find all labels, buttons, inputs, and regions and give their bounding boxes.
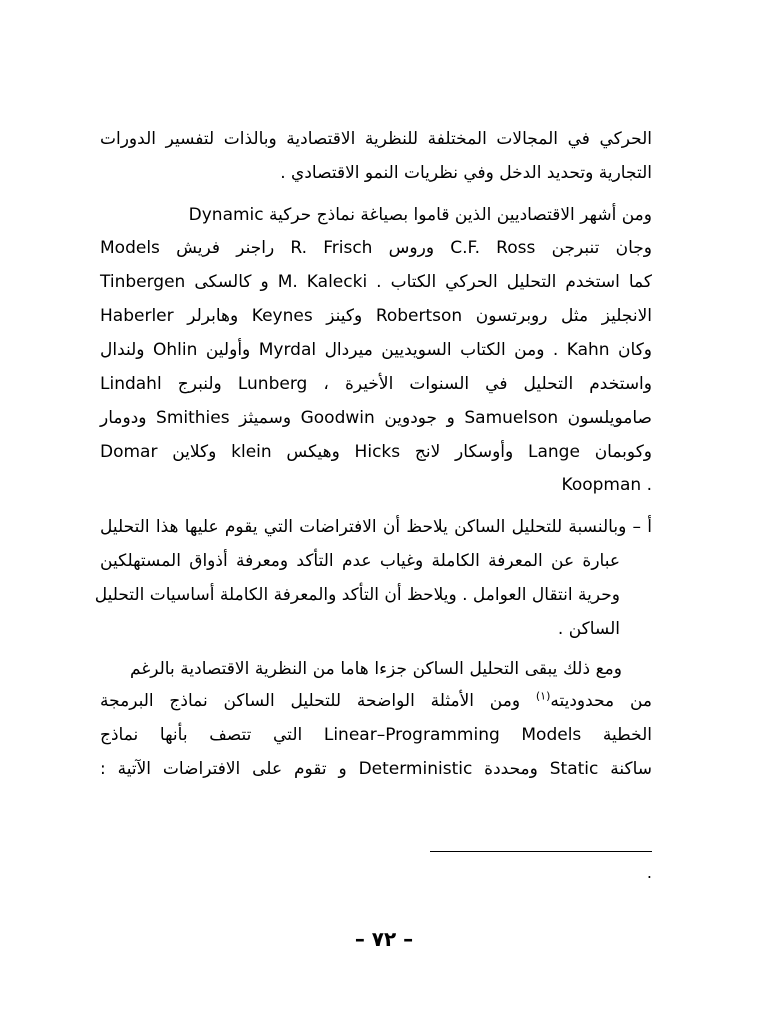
- paragraph-4-line-4: ساكنة Static ومحددة Deterministic و تقوم على الافتراضات الآتية :: [100, 759, 653, 779]
- paragraph-2-line-2: Models راجنر فريش R. Frisch وروس C.F. Ross وجان تنبرجن: [100, 238, 652, 258]
- paragraph-2-line-7: صامويلسون Samuelson و جودوين Goodwin وسميثز Smithies ودومار: [100, 408, 652, 428]
- paragraph-4-line-3: الخطية Linear–Programming Models التي تتصف بأنها نماذج: [100, 725, 652, 745]
- paragraph-2-line-8: Domar وكلاين klein وهيكس Hicks وأوسكار لانج Lange وكوبمان: [100, 442, 652, 462]
- paragraph-2-line-9: Koopman .: [561, 475, 652, 495]
- list-item-a-line-1: أ – وبالنسبة للتحليل الساكن يلاحظ أن الافتراضات التي يقوم عليها هذا التحليل: [100, 517, 652, 537]
- list-item-a-line-3: وحرية انتقال العوامل . ويلاحظ أن التأكد والمعرفة الكاملة أساسيات التحليل: [94, 585, 620, 605]
- footnote-text: .: [646, 863, 652, 882]
- paragraph-2-line-3: Tinbergen و كالسكى M. Kalecki . كما استخدم التحليل الحركي الكتاب: [100, 272, 652, 292]
- list-item-a-line-4: الساكن .: [557, 619, 620, 639]
- paragraph-1-line-2: التجارية وتحديد الدخل وفي نظريات النمو الاقتصادي .: [280, 163, 652, 183]
- paragraph-2-line-4: الانجليز مثل روبرتسون Robertson وكينز Keynes وهابرلر Haberler: [100, 306, 652, 326]
- paragraph-2-line-5: وكان Kahn . ومن الكتاب السويديين ميردال Myrdal وأولين Ohlin ولندال: [100, 340, 653, 360]
- footnote-divider: [430, 851, 652, 852]
- footnote-reference: (١): [535, 689, 551, 703]
- paragraph-4-line-1: ومع ذلك يبقى التحليل الساكن جزءا هاما من النظرية الاقتصادية بالرغم: [130, 659, 622, 679]
- paragraph-4-line-2: [100, 688, 652, 714]
- paragraph-4-line-2-rest: ومن الأمثلة الواضحة للتحليل الساكن نماذج البرمجة: [100, 691, 521, 711]
- paragraph-1-line-1: الحركي في المجالات المختلفة للنظرية الاقتصادية وبالذات لتفسير الدورات: [100, 129, 652, 149]
- paragraph-2-line-6: Lindahl ولنبرج Lunberg ، واستخدم التحليل في السنوات الأخيرة: [100, 374, 652, 394]
- page-number: – ٧٢ –: [354, 927, 414, 951]
- paragraph-2-line-1: ومن أشهر الاقتصاديين الذين قاموا بصياغة نماذج حركية Dynamic: [188, 205, 652, 225]
- list-item-a-line-2: عبارة عن المعرفة الكاملة وغياب عدم التأكد ومعرفة أذواق المستهلكين: [100, 551, 620, 571]
- paragraph-4-line-2-start: من محدوديته: [550, 691, 652, 711]
